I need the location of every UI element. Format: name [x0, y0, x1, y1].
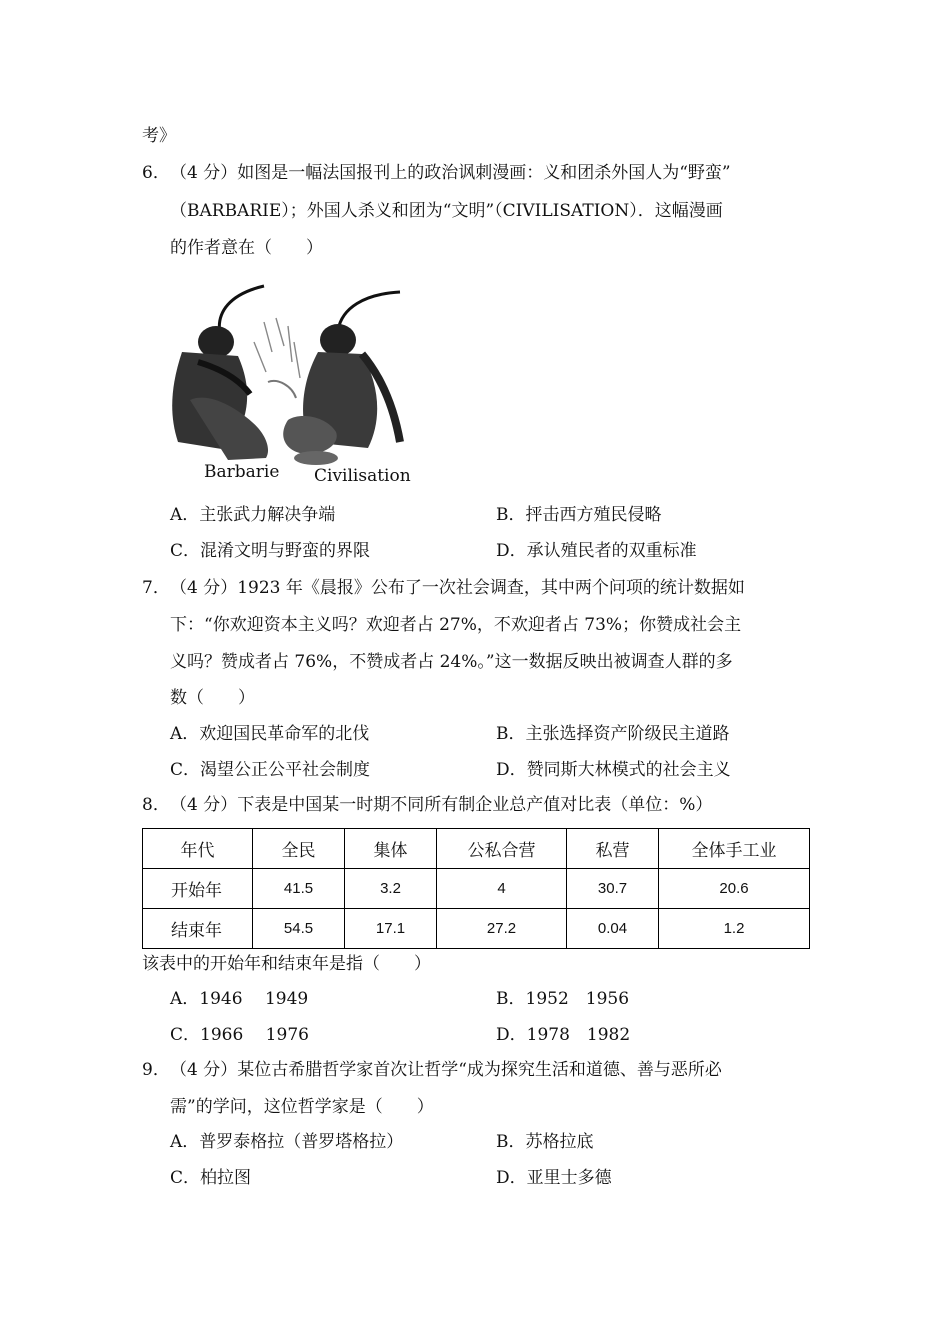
question-7-option-b[interactable] — [496, 726, 730, 743]
question-9-stem-line-1: （4 分）某位古希腊哲学家首次让哲学“成为探究生活和道德、善与恶所必 — [170, 1060, 722, 1080]
cartoon-label-barbarie: Barbarie — [204, 462, 280, 482]
question-7-stem-line-3: 义吗？赞成者占 76%，不赞成者占 24%。”这一数据反映出被调查人群的多 — [170, 652, 733, 672]
option-letter: C． — [170, 1168, 201, 1188]
option-text: 赞同斯大林模式的社会主义 — [526, 760, 731, 780]
question-8-option-b[interactable] — [496, 991, 629, 1008]
option-letter: D． — [496, 1168, 527, 1188]
previous-text-fragment: 考》 — [142, 126, 176, 146]
table-header-row — [143, 829, 810, 869]
table-cell: 4 — [437, 869, 567, 909]
table-cell: 0.04 — [567, 909, 659, 949]
question-6-option-d[interactable] — [496, 543, 697, 560]
option-text: 苏格拉底 — [525, 1132, 594, 1152]
option-letter: A． — [170, 505, 200, 525]
option-letter: D． — [496, 1025, 527, 1045]
table-header-cell: 公私合营 — [437, 829, 567, 869]
question-9-option-b[interactable] — [496, 1134, 594, 1151]
option-text: 亚里士多德 — [526, 1168, 612, 1188]
question-9-stem-line-2: 需”的学问，这位哲学家是（ ） — [170, 1097, 434, 1117]
question-7-option-d[interactable] — [496, 762, 731, 779]
table-cell: 17.1 — [345, 909, 437, 949]
option-text: 主张选择资产阶级民主道路 — [525, 724, 730, 744]
question-6-number: 6． — [142, 163, 170, 183]
table-row-label: 结束年 — [143, 909, 253, 949]
question-6-option-b[interactable] — [496, 507, 662, 524]
question-6-option-a[interactable] — [170, 507, 335, 524]
table-header-cell: 私营 — [567, 829, 659, 869]
enterprise-output-table — [142, 828, 810, 949]
table-cell: 30.7 — [567, 869, 659, 909]
option-letter: A． — [170, 724, 200, 744]
option-letter: B． — [496, 1132, 526, 1152]
question-6-stem-line-2: （BARBARIE）；外国人杀义和团为“文明”（CIVILISATION）．这幅漫画 — [170, 201, 723, 221]
option-letter: A． — [170, 1132, 200, 1152]
question-6-stem-line-3: 的作者意在（ ） — [170, 238, 323, 258]
question-9-option-d[interactable] — [496, 1170, 612, 1187]
option-letter: B． — [496, 989, 526, 1009]
question-7-stem-line-4: 数（ ） — [170, 688, 255, 708]
question-8-option-c[interactable] — [170, 1027, 309, 1044]
question-8-after-table-text: 该表中的开始年和结束年是指（ ） — [142, 954, 431, 974]
table-header-cell: 集体 — [345, 829, 437, 869]
option-letter: B． — [496, 505, 526, 525]
question-7-number: 7． — [142, 578, 170, 598]
option-text: 1966 1976 — [200, 1025, 309, 1045]
option-text: 欢迎国民革命军的北伐 — [199, 724, 370, 744]
option-text: 渴望公正公平社会制度 — [200, 760, 371, 780]
table-cell: 3.2 — [345, 869, 437, 909]
question-7-stem-line-1: （4 分）1923 年《晨报》公布了一次社会调查，其中两个问项的统计数据如 — [170, 578, 745, 598]
question-7-option-a[interactable] — [170, 726, 369, 743]
table-cell: 27.2 — [437, 909, 567, 949]
option-letter: C． — [170, 760, 201, 780]
table-cell: 1.2 — [659, 909, 810, 949]
option-text: 普罗泰格拉（普罗塔格拉） — [199, 1132, 404, 1152]
option-letter: D． — [496, 541, 527, 561]
question-8-option-a[interactable] — [170, 991, 308, 1008]
question-9-number: 9． — [142, 1060, 170, 1080]
table-row-label: 开始年 — [143, 869, 253, 909]
question-9-option-a[interactable] — [170, 1134, 403, 1151]
table-row — [143, 909, 810, 949]
option-text: 1946 1949 — [199, 989, 309, 1009]
question-9-option-c[interactable] — [170, 1170, 251, 1187]
table-cell: 41.5 — [253, 869, 345, 909]
option-text: 主张武力解决争端 — [199, 505, 336, 525]
table-header-cell: 年代 — [143, 829, 253, 869]
option-text: 1952 1956 — [525, 989, 630, 1009]
table-row — [143, 869, 810, 909]
option-letter: D． — [496, 760, 527, 780]
option-text: 抨击西方殖民侵略 — [525, 505, 662, 525]
political-cartoon-image — [168, 282, 416, 484]
question-8-option-d[interactable] — [496, 1027, 630, 1044]
option-letter: B． — [496, 724, 526, 744]
question-7-option-c[interactable] — [170, 762, 370, 779]
option-text: 1978 1982 — [526, 1025, 631, 1045]
table-cell: 20.6 — [659, 869, 810, 909]
question-8-number: 8． — [142, 795, 170, 815]
option-text: 混淆文明与野蛮的界限 — [200, 541, 371, 561]
question-7-stem-line-2: 下：“你欢迎资本主义吗？欢迎者占 27%，不欢迎者占 73%；你赞成社会主 — [170, 615, 742, 635]
option-letter: C． — [170, 541, 201, 561]
question-6-stem-line-1: （4 分）如图是一幅法国报刊上的政治讽刺漫画：义和团杀外国人为“野蛮” — [170, 163, 731, 183]
table-header-cell: 全民 — [253, 829, 345, 869]
question-8-stem-line-1: （4 分）下表是中国某一时期不同所有制企业总产值对比表（单位：%） — [170, 795, 713, 815]
table-cell: 54.5 — [253, 909, 345, 949]
table-header-cell: 全体手工业 — [659, 829, 810, 869]
option-letter: A． — [170, 989, 200, 1009]
question-6-option-c[interactable] — [170, 543, 370, 560]
cartoon-label-civilisation: Civilisation — [314, 466, 411, 486]
option-letter: C． — [170, 1025, 201, 1045]
option-text: 承认殖民者的双重标准 — [526, 541, 697, 561]
option-text: 柏拉图 — [200, 1168, 252, 1188]
